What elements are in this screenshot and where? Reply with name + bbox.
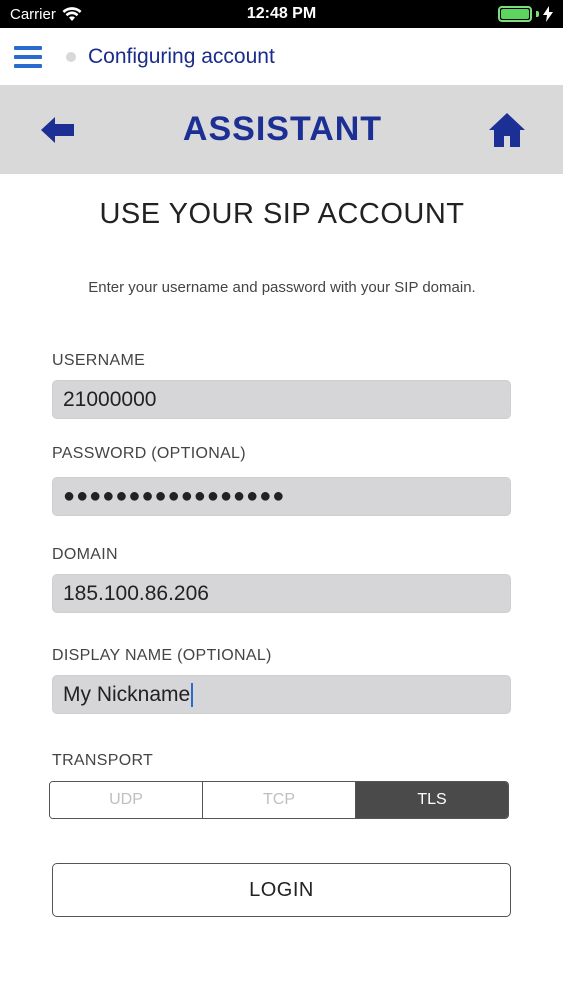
top-bar-title: Configuring account: [88, 44, 275, 68]
display-name-field[interactable]: [52, 675, 511, 714]
domain-field[interactable]: [52, 574, 511, 613]
back-button[interactable]: [38, 110, 78, 150]
display-name-value: My Nickname: [63, 682, 191, 706]
status-time: 12:48 PM: [246, 5, 317, 22]
transport-option-tcp[interactable]: TCP: [203, 782, 356, 818]
password-value: ●●●●●●●●●●●●●●●●●: [63, 485, 286, 507]
domain-value: 185.100.86.206: [63, 581, 209, 605]
carrier-label: Carrier: [10, 5, 56, 23]
wifi-icon: [62, 7, 82, 22]
hamburger-menu-icon[interactable]: [14, 46, 42, 68]
battery-fill: [501, 9, 529, 19]
username-value: 21000000: [63, 387, 157, 411]
battery-tip: [536, 11, 539, 17]
status-left: [10, 6, 82, 23]
page-title: USE YOUR SIP ACCOUNT: [99, 198, 465, 230]
charging-bolt-icon: [543, 6, 553, 22]
back-arrow-icon: [41, 116, 75, 144]
username-label: USERNAME: [52, 352, 146, 369]
home-button[interactable]: [487, 110, 527, 150]
transport-option-tls[interactable]: TLS: [356, 782, 508, 818]
transport-option-udp[interactable]: UDP: [50, 782, 203, 818]
status-bar: [0, 0, 563, 28]
assistant-header: [0, 85, 563, 174]
login-button[interactable]: LOGIN: [52, 863, 511, 917]
home-icon: [488, 112, 526, 148]
header-title: ASSISTANT: [182, 110, 383, 148]
connection-status-dot: [66, 52, 76, 62]
domain-label: DOMAIN: [52, 546, 118, 563]
battery-icon: [498, 6, 532, 22]
display-name-label: DISPLAY NAME (OPTIONAL): [52, 647, 272, 664]
username-field[interactable]: [52, 380, 511, 419]
transport-label: TRANSPORT: [52, 752, 154, 769]
transport-selector: [49, 781, 509, 819]
status-right: [498, 6, 553, 22]
top-bar: [0, 28, 563, 85]
page-subtitle: Enter your username and password with your SIP domain.: [88, 279, 476, 296]
password-field[interactable]: [52, 477, 511, 516]
form-content: [52, 174, 512, 917]
text-cursor: [191, 683, 193, 707]
password-label: PASSWORD (OPTIONAL): [52, 445, 246, 462]
